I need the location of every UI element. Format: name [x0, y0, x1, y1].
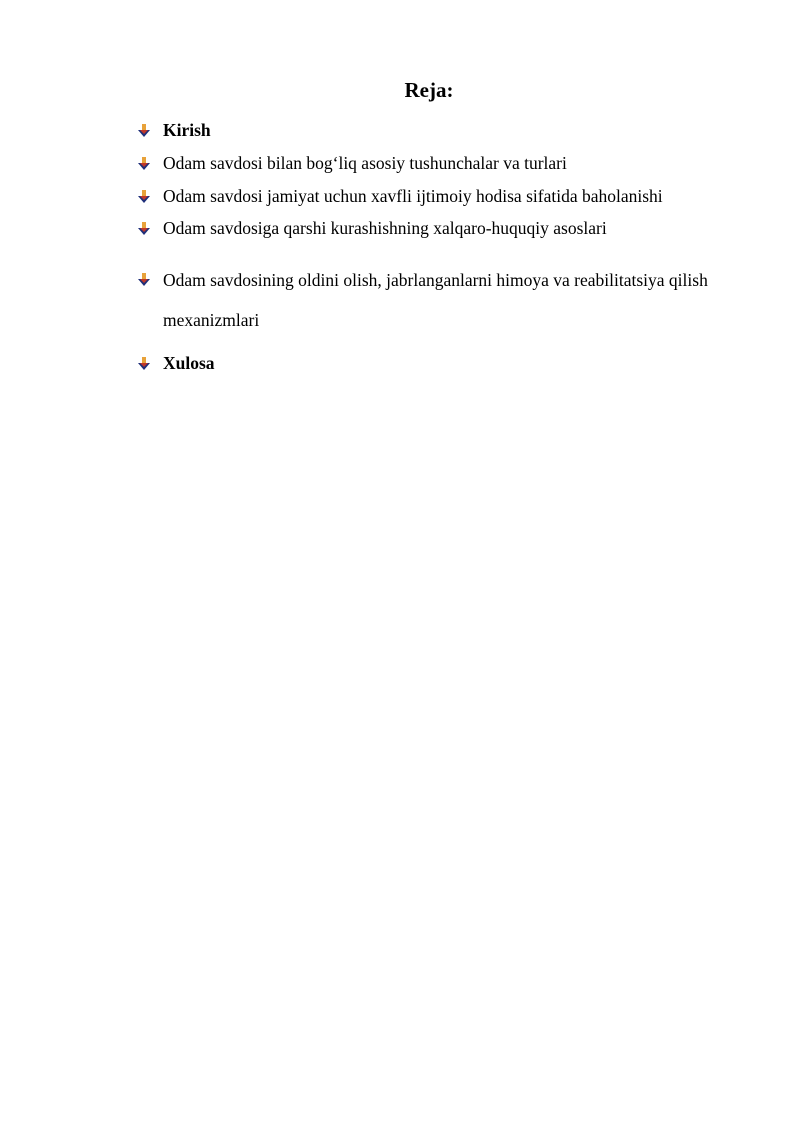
item-text: Xulosa	[163, 353, 215, 373]
down-arrow-bullet-icon	[137, 273, 151, 287]
item-text: Odam savdosiga qarshi kurashishning xalqaro-huquqiy asoslari	[163, 218, 607, 238]
down-arrow-bullet-icon	[137, 157, 151, 171]
down-arrow-bullet-icon	[137, 357, 151, 371]
down-arrow-bullet-icon	[137, 124, 151, 138]
item-text: Odam savdosining oldini olish, jabrlanganlarni himoya va reabilitatsiya qilish mexanizmlari	[163, 270, 708, 330]
item-text: Odam savdosi bilan bog‘liq asosiy tushunchalar va turlari	[163, 153, 567, 173]
down-arrow-bullet-icon	[137, 222, 151, 236]
page-title: Reja:	[404, 78, 454, 102]
down-arrow-bullet-icon	[137, 190, 151, 204]
item-text: Odam savdosi jamiyat uchun xavfli ijtimoiy hodisa sifatida baholanishi	[163, 186, 663, 206]
item-text: Kirish	[163, 120, 211, 140]
